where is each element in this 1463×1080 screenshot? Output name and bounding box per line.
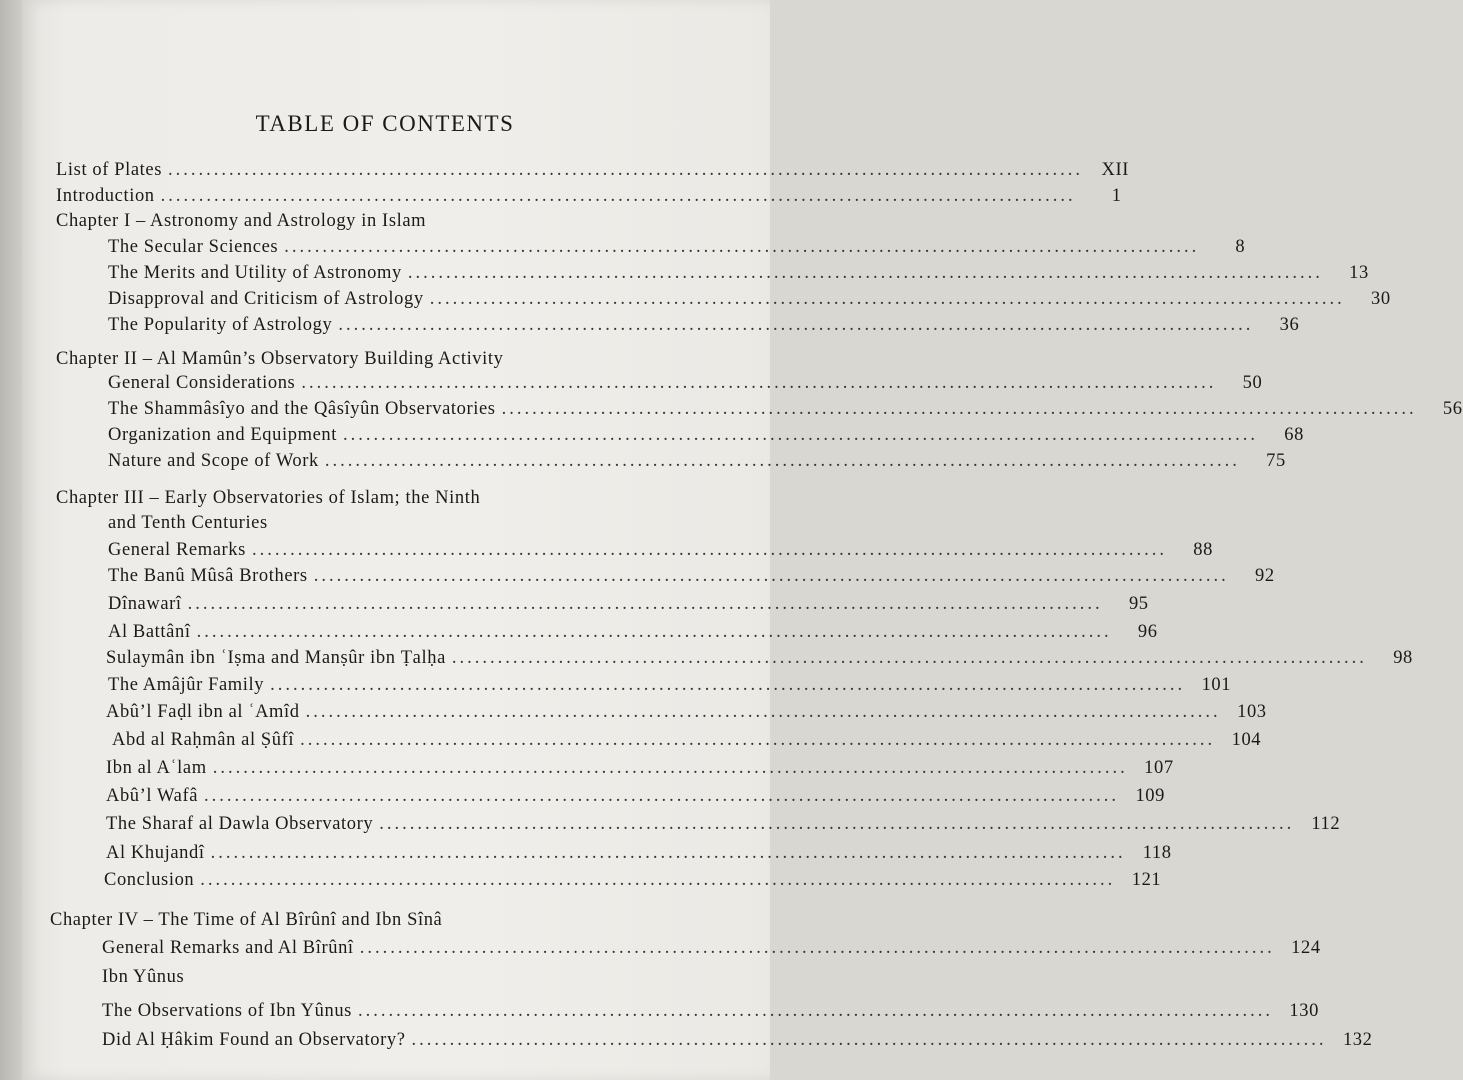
toc-entry-page-number: 107 bbox=[1144, 758, 1174, 778]
dot-leader: ........................................................................................................................ bbox=[411, 1030, 1327, 1050]
toc-entry-label: Dînawarî bbox=[108, 594, 182, 614]
toc-entry bbox=[106, 786, 1166, 814]
toc-entry bbox=[108, 594, 1149, 622]
toc-entry-page-number: 104 bbox=[1231, 730, 1262, 750]
toc-entry bbox=[56, 186, 1122, 214]
toc-entry-label: Organization and Equipment bbox=[108, 425, 337, 445]
toc-entry-label: General Remarks and Al Bîrûnî bbox=[102, 938, 354, 958]
toc-entry bbox=[108, 263, 1369, 291]
toc-entry-page-number: 98 bbox=[1393, 648, 1413, 668]
toc-heading bbox=[102, 967, 697, 995]
dot-leader: ........................................................................................................................ bbox=[451, 648, 1367, 668]
toc-entry-page-number: 68 bbox=[1284, 425, 1304, 445]
dot-leader: ........................................................................................................................ bbox=[359, 938, 1275, 958]
toc-entry bbox=[108, 315, 1300, 343]
toc-entry-label: The Merits and Utility of Astronomy bbox=[108, 263, 402, 283]
toc-entry-label: Abû’l Wafâ bbox=[106, 786, 199, 806]
dot-leader: ........................................................................................................................ bbox=[357, 1001, 1273, 1021]
dot-leader: ........................................................................................................................ bbox=[324, 451, 1240, 471]
dot-leader: ........................................................................................................................ bbox=[379, 814, 1295, 834]
toc-entry bbox=[106, 843, 1172, 871]
toc-entry-label: Ibn Yûnus bbox=[102, 967, 185, 987]
toc-entry-label: The Shammâsîyo and the Qâsîyûn Observatories bbox=[108, 399, 496, 419]
toc-entry-label: Chapter IV – The Time of Al Bîrûnî and Ibn Sînâ bbox=[50, 910, 443, 930]
toc-entry bbox=[108, 540, 1213, 568]
toc-entry bbox=[108, 675, 1232, 703]
toc-entry-page-number: 124 bbox=[1291, 938, 1321, 958]
toc-entry-label: Al Battânî bbox=[108, 622, 191, 642]
toc-entry-page-number: XII bbox=[1101, 160, 1130, 180]
toc-entry-page-number: 103 bbox=[1237, 702, 1267, 722]
toc-entry-label: The Banû Mûsâ Brothers bbox=[108, 566, 308, 586]
toc-entry-label: Nature and Scope of Work bbox=[108, 451, 319, 471]
toc-entry-page-number: 109 bbox=[1135, 786, 1166, 806]
toc-entry bbox=[106, 814, 1341, 842]
toc-entry bbox=[106, 702, 1267, 730]
toc-entry-page-number: 92 bbox=[1255, 566, 1275, 586]
toc-heading bbox=[108, 513, 672, 541]
toc-entry-label: Did Al Ḥâkim Found an Observatory? bbox=[102, 1030, 406, 1050]
toc-entry-label: The Secular Sciences bbox=[108, 237, 279, 257]
dot-leader: ........................................................................................................................ bbox=[429, 289, 1345, 309]
toc-entry-page-number: 8 bbox=[1235, 237, 1246, 257]
toc-entry-label: Introduction bbox=[56, 186, 155, 206]
toc-entry-label: The Sharaf al Dawla Observatory bbox=[106, 814, 374, 834]
dot-leader: ........................................................................................................................ bbox=[210, 843, 1126, 863]
toc-entry-page-number: 1 bbox=[1111, 186, 1122, 206]
toc-entry bbox=[112, 730, 1262, 758]
toc-entry-label: Abû’l Faḍl ibn al ʿAmîd bbox=[106, 702, 300, 722]
dot-leader: ........................................................................................................................ bbox=[160, 186, 1076, 206]
toc-entry-label: Abd al Raḥmân al Ṣûfî bbox=[112, 730, 295, 750]
toc-entry bbox=[108, 237, 1246, 265]
toc-entry bbox=[102, 938, 1321, 966]
toc-entry-label: Disapproval and Criticism of Astrology bbox=[108, 289, 424, 309]
toc-entry-label: General Considerations bbox=[108, 373, 296, 393]
toc-entry bbox=[108, 399, 1463, 427]
dot-leader: ........................................................................................................................ bbox=[407, 263, 1323, 283]
toc-entry-label: Chapter II – Al Mamûn’s Observatory Building Activity bbox=[56, 349, 504, 369]
toc-entry-label: Chapter III – Early Observatories of Islam; the Ninth bbox=[56, 488, 481, 508]
toc-entry-label: Conclusion bbox=[104, 870, 195, 890]
toc-entry-label: Chapter I – Astronomy and Astrology in Islam bbox=[56, 211, 427, 231]
toc-entry-page-number: 95 bbox=[1128, 594, 1149, 614]
toc-entry-page-number: 56 bbox=[1442, 399, 1463, 419]
toc-entry-label: The Popularity of Astrology bbox=[108, 315, 333, 335]
toc-entry-page-number: 132 bbox=[1342, 1030, 1373, 1050]
toc-entry bbox=[108, 566, 1275, 594]
dot-leader: ........................................................................................................................ bbox=[301, 373, 1217, 393]
dot-leader: ........................................................................................................................ bbox=[196, 622, 1112, 642]
dot-leader: ........................................................................................................................ bbox=[313, 566, 1229, 586]
toc-entry bbox=[108, 451, 1286, 479]
toc-entry-label: Sulaymân ibn ʿIṣma and Manṣûr ibn Ṭalḥa bbox=[106, 648, 446, 668]
toc-entry bbox=[106, 758, 1174, 786]
toc-entry bbox=[108, 289, 1391, 317]
toc-entry-page-number: 130 bbox=[1289, 1001, 1319, 1021]
toc-entry-label: The Amâjûr Family bbox=[108, 675, 265, 695]
toc-entry bbox=[102, 1001, 1319, 1029]
toc-entry-page-number: 36 bbox=[1279, 315, 1300, 335]
book-binding bbox=[0, 0, 22, 1080]
toc-entry-label: Ibn al Aʿlam bbox=[106, 758, 207, 778]
toc-entry-page-number: 101 bbox=[1201, 675, 1232, 695]
toc-entry-page-number: 30 bbox=[1370, 289, 1391, 309]
dot-leader: ........................................................................................................................ bbox=[338, 315, 1254, 335]
toc-entry-page-number: 112 bbox=[1311, 814, 1341, 834]
toc-entry-label: and Tenth Centuries bbox=[108, 513, 268, 533]
dot-leader: ........................................................................................................................ bbox=[300, 730, 1216, 750]
dot-leader: ........................................................................................................................ bbox=[187, 594, 1103, 614]
toc-entry bbox=[102, 1030, 1373, 1058]
toc-heading bbox=[56, 211, 664, 239]
toc-entry bbox=[56, 160, 1130, 188]
toc-entry-label: The Observations of Ibn Yûnus bbox=[102, 1001, 352, 1021]
toc-entry bbox=[108, 622, 1158, 650]
toc-entry-page-number: 50 bbox=[1242, 373, 1263, 393]
dot-leader: ........................................................................................................................ bbox=[270, 675, 1186, 695]
dot-leader: ........................................................................................................................ bbox=[212, 758, 1128, 778]
toc-entry-page-number: 118 bbox=[1142, 843, 1172, 863]
toc-entry-page-number: 96 bbox=[1137, 622, 1158, 642]
toc-entry-label: List of Plates bbox=[56, 160, 163, 180]
toc-entry bbox=[108, 373, 1263, 401]
dot-leader: ........................................................................................................................ bbox=[204, 786, 1120, 806]
toc-entry bbox=[106, 648, 1413, 676]
toc-heading bbox=[50, 910, 696, 938]
page-title: TABLE OF CONTENTS bbox=[255, 111, 515, 137]
dot-leader: ........................................................................................................................ bbox=[168, 160, 1084, 180]
dot-leader: ........................................................................................................................ bbox=[200, 870, 1116, 890]
dot-leader: ........................................................................................................................ bbox=[305, 702, 1221, 722]
toc-heading bbox=[56, 488, 672, 516]
toc-entry-page-number: 13 bbox=[1349, 263, 1369, 283]
dot-leader: ........................................................................................................................ bbox=[501, 399, 1417, 419]
toc-entry-page-number: 75 bbox=[1266, 451, 1286, 471]
toc-entry-label: General Remarks bbox=[108, 540, 246, 560]
toc-entry bbox=[108, 425, 1304, 453]
dot-leader: ........................................................................................................................ bbox=[284, 237, 1200, 257]
toc-entry bbox=[104, 870, 1162, 898]
toc-entry-page-number: 88 bbox=[1193, 540, 1213, 560]
toc-entry-label: Al Khujandî bbox=[106, 843, 205, 863]
dot-leader: ........................................................................................................................ bbox=[342, 425, 1258, 445]
toc-entry-page-number: 121 bbox=[1131, 870, 1162, 890]
dot-leader: ........................................................................................................................ bbox=[251, 540, 1167, 560]
